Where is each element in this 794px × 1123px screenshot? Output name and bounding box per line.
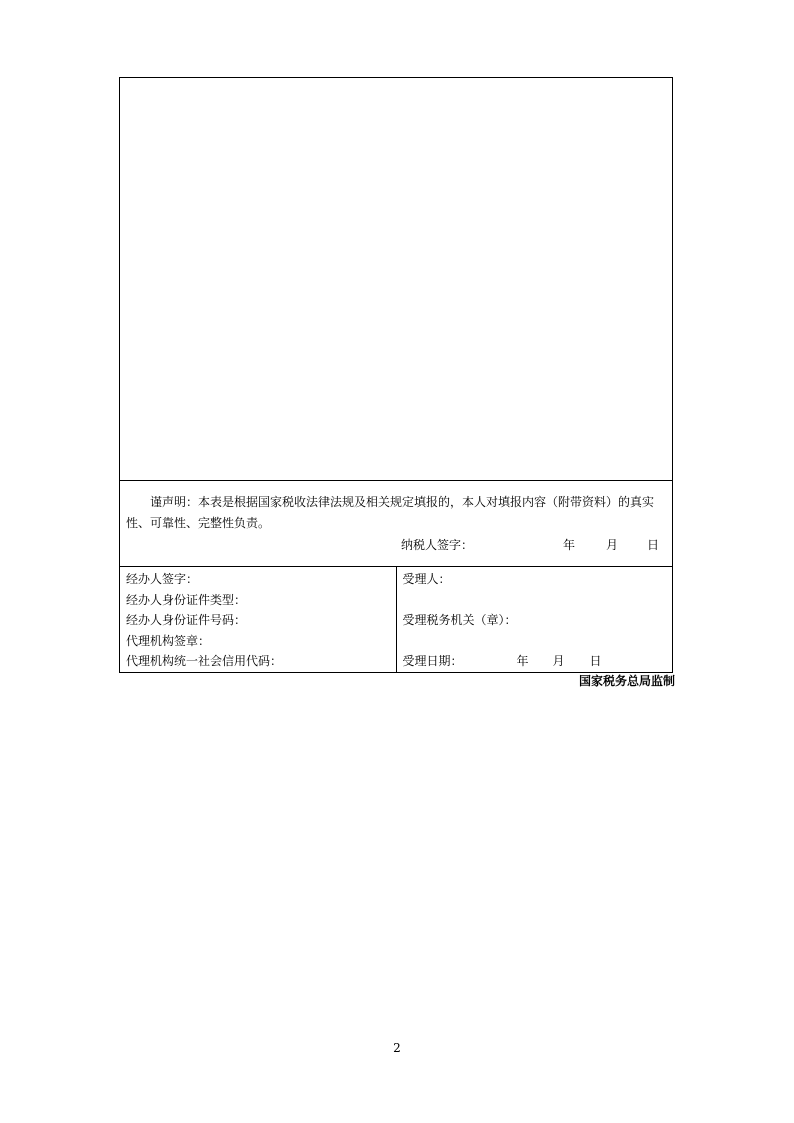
handler-signature-label: 经办人签字： <box>126 572 199 586</box>
acceptance-info-cell <box>396 567 673 673</box>
tax-office-label: 受理税务机关（章）： <box>402 613 517 627</box>
declaration-cell <box>120 481 673 567</box>
acceptance-month-label: 月 <box>552 654 565 668</box>
declaration-statement: 谨声明：本表是根据国家税收法律法规及相关规定填报的，本人对填报内容（附带资料）的真实性、可靠性、完整性负责。 <box>126 495 655 530</box>
signature-month-label: 月 <box>606 538 619 552</box>
taxpayer-signature-row <box>120 535 672 556</box>
agency-seal-label: 代理机构签章： <box>126 633 211 648</box>
acceptance-year-label: 年 <box>516 654 529 668</box>
taxpayer-signature-label: 纳税人签字： <box>401 538 474 552</box>
supervision-note: 国家税务总局监制 <box>578 674 675 688</box>
signature-day-label: 日 <box>647 538 660 552</box>
declaration-form-table <box>119 77 673 673</box>
agent-info-cell <box>120 567 397 673</box>
receiver-label: 受理人： <box>402 572 451 586</box>
acceptance-day-label: 日 <box>589 654 602 668</box>
form-blank-area <box>120 78 673 481</box>
agency-credit-code-label: 代理机构统一社会信用代码： <box>126 654 283 668</box>
signature-year-label: 年 <box>563 538 576 552</box>
acceptance-date-label: 受理日期： <box>402 654 463 668</box>
page-number: 2 <box>393 1041 401 1055</box>
handler-id-number-label: 经办人身份证件号码： <box>126 613 247 627</box>
acceptance-date-row <box>403 651 633 672</box>
handler-id-type-label: 经办人身份证件类型： <box>126 592 247 607</box>
